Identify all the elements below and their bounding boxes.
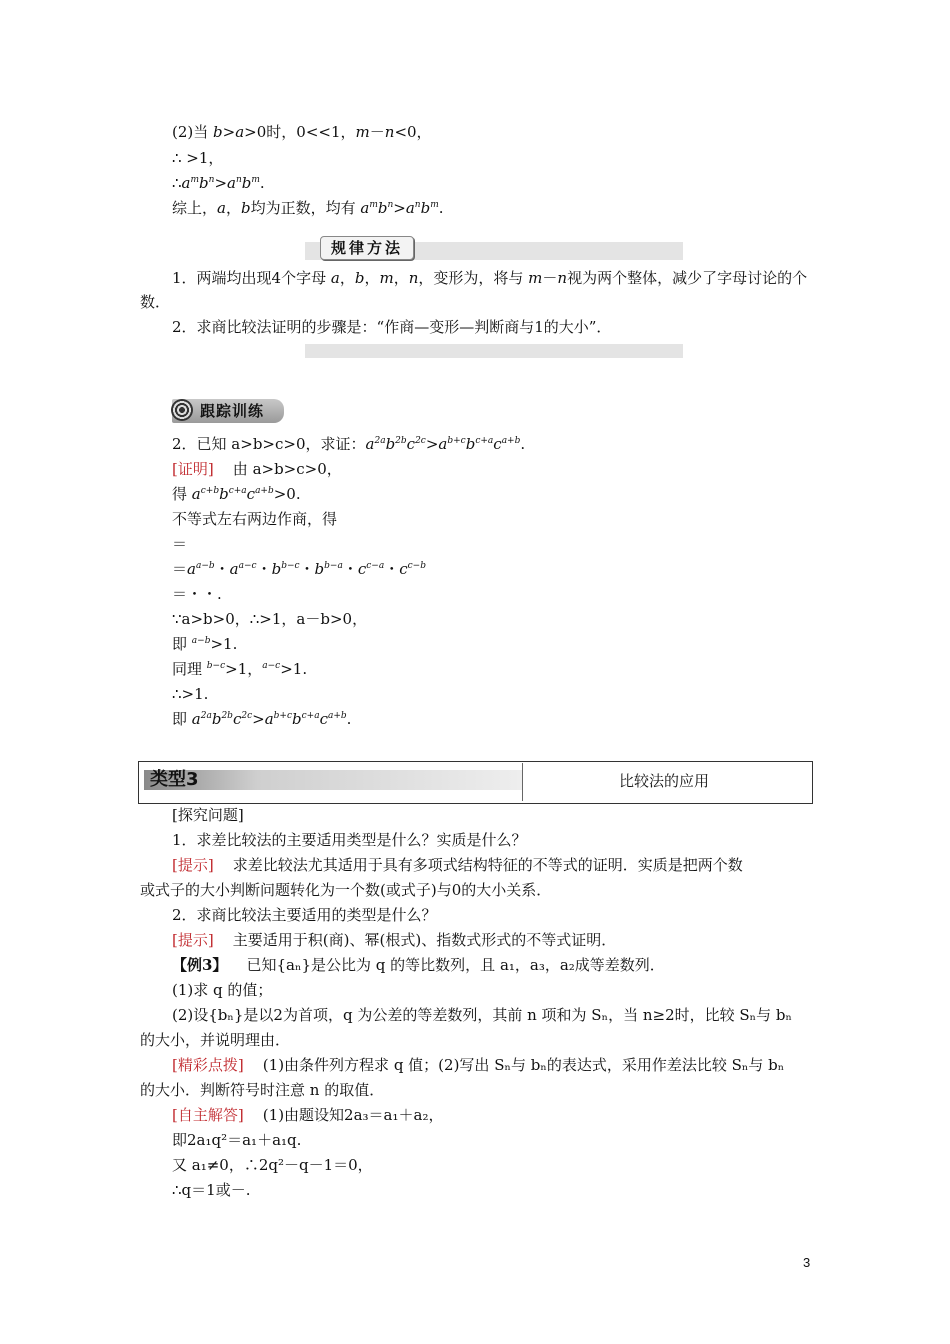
explore-q1: 1．求差比较法的主要适用类型是什么？实质是什么？ [172, 831, 527, 849]
proof-line-1: (2)当 b>a>0时，0<<1，m－n<0， [172, 123, 432, 141]
training-proof-8: 即 $^{a-b}$>1. [172, 635, 238, 653]
proof-line-3: $\therefore a^mb^n>a^nb^m$. [172, 174, 265, 192]
explore-heading: [探究问题] [172, 806, 244, 824]
training-proof-2: 得 $a^{c+b}b^{c+a}c^{a+b}>0$. [172, 485, 301, 503]
proof-tag: [证明] [172, 460, 214, 478]
explore-a1: [提示] 求差比较法尤其适用于具有多项式结构特征的不等式的证明．实质是把两个数 [172, 856, 743, 874]
training-proof-3: 不等式左右两边作商，得 [172, 510, 338, 528]
solution-line-1: [自主解答] (1)由题设知2a₃＝a₁＋a₂， [172, 1106, 444, 1124]
proof-line-4: 综上，a，b均为正数，均有 $a^mb^n>a^nb^m$. [172, 199, 444, 217]
solution-line-4: ∴q＝1或－. [172, 1181, 251, 1199]
training-tag: 跟踪训练 [200, 402, 265, 420]
training-proof-6: ＝・・. [172, 585, 222, 603]
type3-title: 比较法的应用 [619, 772, 710, 790]
explore-q2: 2．求商比较法主要适用的类型是什么？ [172, 906, 437, 924]
example-part-1: (1)求 q 的值； [172, 981, 273, 999]
page-number: 3 [803, 1255, 811, 1270]
target-icon [171, 399, 193, 421]
solution-tag: [自主解答] [172, 1106, 244, 1124]
method-p2: 2．求商比较法证明的步骤是：“作商—变形—判断商与1的大小”． [172, 318, 612, 336]
type3-bar [144, 770, 522, 790]
method-p1-cont: 数． [140, 293, 171, 311]
explore-a1-cont: 或式子的大小判断问题转化为一个数(或式子)与0的大小关系． [140, 881, 552, 899]
training-proof-10: ∴>1. [172, 685, 209, 703]
example-part-2-cont: 的大小，并说明理由． [140, 1031, 291, 1049]
example-3: 【例3】 已知{aₙ}是公比为 q 的等比数列，且 a₁，a₃，a₂成等差数列． [172, 956, 665, 974]
proof-line-2: ∴ >1， [172, 149, 224, 167]
training-proof-9: 同理 $^{b-c}$>1，$^{a-c}$>1. [172, 660, 308, 678]
method-p1: 1．两端均出现4个字母 a，b，m，n，变形为，将与 m－n视为两个整体，减少了字母讨论的个 [172, 269, 808, 287]
training-proof-1: [证明] 由 a>b>c>0， [172, 460, 342, 478]
training-proof-7: ∵a>b>0，∴>1，a－b>0， [172, 610, 368, 628]
example-part-2: (2)设{bₙ}是以2为首项，q 为公差的等差数列，其前 n 项和为 Sₙ，当 n≥2时，比较 Sₙ与 bₙ [172, 1006, 793, 1024]
training-question: 2．已知 a>b>c>0，求证：$a^{2a}b^{2b}c^{2c}>a^{b+c}b^{c+a}c^{a+b}$. [172, 435, 526, 453]
method-bottom-bar [305, 344, 683, 358]
training-proof-11: 即 $a^{2a}b^{2b}c^{2c}>a^{b+c}b^{c+a}c^{a+b}$. [172, 710, 352, 728]
training-proof-5: $=a^{a-b}$・$a^{a-c}$・$b^{b-c}$・$b^{b-a}$・$c^{c-a}$・$c^{c-b}$ [172, 560, 426, 578]
method-tag: 规律方法 [320, 236, 414, 260]
type3-divider [522, 763, 523, 801]
hint-tag-3: [精彩点拨] [172, 1056, 244, 1074]
explore-a2: [提示] 主要适用于积(商)、幂(根式)、指数式形式的不等式证明． [172, 931, 617, 949]
example-hint-cont: 的大小．判断符号时注意 n 的取值． [140, 1081, 385, 1099]
solution-line-2: 即2a₁q²＝a₁＋a₁q. [172, 1131, 302, 1149]
example-hint: [精彩点拨] (1)由条件列方程求 q 值；(2)写出 Sₙ与 bₙ的表达式，采用作差法比较 Sₙ与 bₙ [172, 1056, 785, 1074]
hint-tag-1: [提示] [172, 856, 214, 874]
training-proof-4: ＝ [172, 535, 188, 553]
solution-line-3: 又 a₁≠0，∴2q²－q－1＝0， [172, 1156, 373, 1174]
hint-tag-2: [提示] [172, 931, 214, 949]
type3-label: 类型3 [150, 769, 199, 790]
